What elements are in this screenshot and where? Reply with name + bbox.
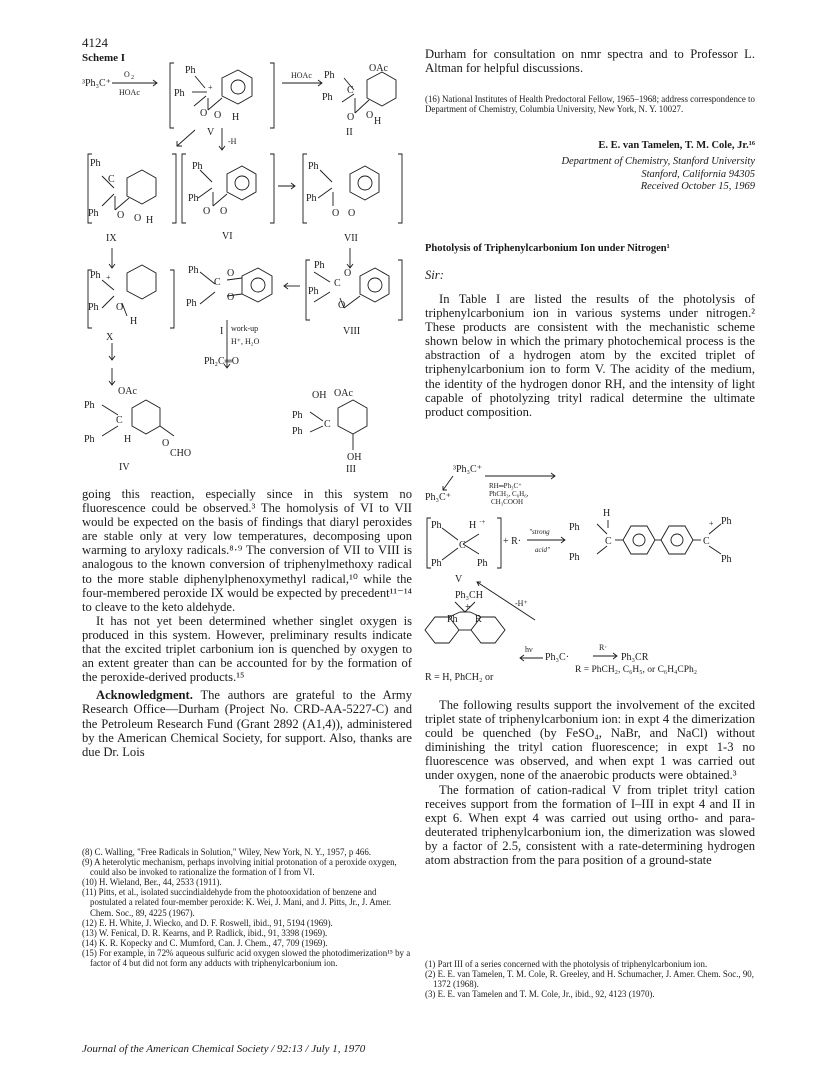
svg-text:H: H: [469, 520, 477, 531]
svg-text:O: O: [366, 110, 374, 121]
footnote-15: (15) For example, in 72% aqueous sulfuric acid oxygen slowed the photodimerization¹⁵ by a factor of 4 but did not form any adducts with triphenylcarbonium ion.: [82, 947, 411, 969]
right-paragraph-2: The following results support the involvement of the excited triplet state of triphenylcarbonium ion: in expt 4 the dimerization could be quenched (by FeSO₄, NaBr, and NaCl) without diminishing the trityl cation fluorescence; in expt 1-3 no fluorescence was observed, and when expt 1 was carried out under oxygen, none of the anaerobic products were obtained.³: [425, 698, 755, 783]
left-body: [82, 487, 412, 759]
left-paragraph-1: going this reaction, especially since in this system no fluorescence could be observed.³ The homolysis of VI to VII would be expected on the basis of findings that diaryl peroxides are stable only at very low temperatures, decomposing upon warming to aryloxy radicals.⁸·⁹ The conversion of VII to VIII is analogous to the known conversion of triphenylmethoxy radical to the more stable diphenylphenoxymethyl radical,¹⁰ while the four-membered peroxide IX would be expected by precedent¹¹⁻¹⁴ to cleave to the keto aldehyde.: [82, 487, 412, 614]
svg-text:H: H: [374, 116, 382, 127]
footnote-2: (2) E. E. van Tamelen, T. M. Cole, R. Greeley, and H. Schumacher, J. Amer. Chem. Soc., 90, 1372 (1968).: [425, 969, 754, 990]
svg-text:Ph: Ph: [292, 410, 303, 421]
svg-text:IV: IV: [119, 462, 130, 473]
svg-text:CH₃COOH: CH₃COOH: [491, 498, 523, 506]
svg-text:-H: -H: [228, 137, 237, 146]
svg-text:-H⁺: -H⁺: [515, 599, 528, 608]
svg-text:III: III: [346, 464, 356, 475]
affiliation: [425, 156, 755, 194]
svg-text:Ph: Ph: [308, 161, 319, 172]
svg-text:"strong: "strong: [529, 528, 550, 536]
svg-text:CHO: CHO: [170, 448, 192, 459]
authors: E. E. van Tamelen, T. M. Cole, Jr.¹⁶: [598, 140, 755, 151]
footnote-12: (12) E. H. White, J. Wiecko, and D. F. Roswell, ibid., 91, 5194 (1969).: [82, 917, 333, 928]
svg-text:Ph: Ph: [308, 286, 319, 297]
ack-head: Acknowledgment.: [96, 688, 193, 703]
svg-text:O: O: [347, 112, 355, 123]
svg-text:H⁺, H₂O: H⁺, H₂O: [231, 337, 260, 346]
svg-text:O: O: [117, 210, 125, 221]
svg-text:OAc: OAc: [369, 63, 388, 74]
svg-text:Ph₂C═O: Ph₂C═O: [204, 356, 240, 367]
svg-text:VII: VII: [344, 233, 358, 244]
svg-text:Ph: Ph: [477, 558, 488, 569]
svg-text:hν: hν: [525, 645, 533, 654]
svg-text:Ph: Ph: [322, 92, 333, 103]
svg-text:O: O: [220, 206, 228, 217]
svg-text:Ph₃C·: Ph₃C·: [545, 652, 570, 663]
footnote-11: (11) Pitts, et al., isolated succindialdehyde from the photooxidation of benzene and postulated a related four-member peroxide: K. Wei, J. Mani, and J. Pitts, Jr., J. Amer. Chem. Soc., 89, 4225 (1967).: [82, 887, 392, 918]
svg-text:+ R·: + R·: [503, 536, 522, 547]
svg-text:HOAc: HOAc: [291, 71, 312, 80]
svg-text:V: V: [455, 574, 463, 585]
svg-text:Ph: Ph: [324, 70, 335, 81]
svg-text:H: H: [124, 434, 132, 445]
svg-text:O: O: [203, 206, 211, 217]
scheme-2-r-definition: R = H, PhCH₂ or: [425, 672, 494, 683]
footnote-14: (14) K. R. Kopecky and C. Mumford, Can. J. Chem., 47, 709 (1969).: [82, 937, 328, 948]
page-number: 4124: [82, 35, 108, 50]
svg-text:Ph: Ph: [84, 434, 95, 445]
footnote-13: (13) W. Fenical, D. R. Kearns, and P. Radlick, ibid., 91, 3398 (1969).: [82, 927, 328, 938]
svg-text:Ph: Ph: [306, 193, 317, 204]
svg-text:C: C: [108, 174, 115, 185]
svg-text:2: 2: [131, 75, 134, 81]
svg-text:Ph: Ph: [84, 400, 95, 411]
svg-text:HOAc: HOAc: [119, 88, 140, 97]
svg-text:Ph: Ph: [90, 158, 101, 169]
svg-text:Ph: Ph: [186, 298, 197, 309]
svg-text:³Ph₃C⁺: ³Ph₃C⁺: [453, 464, 482, 475]
footnote-1: (1) Part III of a series concerned with the photolysis of triphenylcarbonium ion.: [425, 959, 708, 969]
svg-text:O: O: [338, 300, 346, 311]
svg-text:VIII: VIII: [343, 326, 361, 337]
svg-text:O: O: [116, 302, 124, 313]
svg-text:OAc: OAc: [118, 386, 137, 397]
salutation: Sir:: [425, 268, 444, 282]
svg-text:H: H: [146, 215, 154, 226]
svg-text:Ph: Ph: [569, 522, 580, 533]
svg-text:Ph₃CH: Ph₃CH: [455, 590, 483, 601]
svg-text:O: O: [124, 70, 130, 79]
right-paragraph-3: The formation of cation-radical V from triplet trityl cation receives support from the formation of I–III in expt 4 and II in expt 6. When expt 4 was carried out using ortho- and para-deuterated triphenylcarbonium ion, the dimerization was slowed by a factor of 2.5, consistent with a rate-determining hydrogen atom abstraction from the para position of a ground-state: [425, 782, 755, 868]
svg-text:O: O: [344, 268, 352, 279]
svg-text:Ph: Ph: [188, 265, 199, 276]
scheme-label: Scheme I: [82, 52, 126, 64]
footnote-10: (10) H. Wieland, Ber., 44, 2533 (1911).: [82, 877, 222, 888]
footnote-9: (9) A heterolytic mechanism, perhaps involving initial protonation of a peroxide oxygen, could also be invoked to rationalize the formation of I from VI.: [82, 857, 397, 878]
svg-text:O: O: [214, 110, 222, 121]
svg-text:C: C: [459, 540, 466, 551]
svg-text:O: O: [200, 108, 208, 119]
svg-text:Ph: Ph: [292, 426, 303, 437]
footnote-3: (3) E. E. van Tamelen and T. M. Cole, Jr., ibid., 92, 4123 (1970).: [425, 989, 655, 1000]
svg-text:C: C: [703, 536, 710, 547]
svg-text:O: O: [162, 438, 170, 449]
scheme-2-diagram: [425, 462, 760, 675]
svg-text:Ph: Ph: [431, 520, 442, 531]
svg-text:Ph: Ph: [88, 302, 99, 313]
svg-text:Ph: Ph: [90, 270, 101, 281]
affiliation-line-1: Department of Chemistry, Stanford University: [561, 156, 755, 167]
svg-text:H: H: [603, 508, 611, 519]
svg-text:O: O: [227, 292, 235, 303]
journal-footer: Journal of the American Chemical Society / 92:13 / July 1, 1970: [82, 1043, 366, 1055]
svg-text:R = PhCH₂, C₆H₅, or C₆H₄CPh₂: R = PhCH₂, C₆H₅, or C₆H₄CPh₂: [575, 665, 698, 675]
svg-text:O: O: [227, 268, 235, 279]
svg-text:Ph: Ph: [174, 88, 185, 99]
left-paragraph-2: It has not yet been determined whether singlet oxygen is produced in this system. However, preliminary results indicate that the excited triplet carbonium ion is quenched by oxygen to an extent greater than can be accounted for by the formation of the peroxide-derived products.¹⁵: [82, 613, 412, 685]
svg-text:O: O: [332, 208, 340, 219]
svg-text:·+: ·+: [479, 518, 486, 526]
svg-text:C: C: [347, 85, 354, 96]
svg-text:OH: OH: [312, 390, 327, 401]
svg-text:Ph: Ph: [88, 208, 99, 219]
svg-text:O: O: [348, 208, 356, 219]
right-top-text: Durham for consultation on nmr spectra and to Professor L. Altman for helpful discussions.: [425, 47, 755, 76]
affiliation-line-2: Stanford, California 94305: [641, 168, 755, 180]
svg-text:O: O: [134, 213, 142, 224]
acknowledgment: [82, 688, 412, 758]
svg-text:Ph: Ph: [185, 65, 196, 76]
svg-text:Ph: Ph: [721, 516, 732, 527]
svg-text:acid": acid": [535, 546, 550, 554]
right-para-1-text: In Table I are listed the results of the photolysis of triphenylcarbonium ion in various systems under nitrogen.² These products are consistent with the mechanistic scheme shown below in which the primary photochemical process is the abstraction of a hydrogen atom by the excited triplet of triphenylcarbonium ion to form V. The acidity of the medium, the identity of the hydrogen donor RH, and the intensity of light capable of photolyzing trityl radical determine the ultimate product composition.: [425, 292, 755, 419]
svg-text:Ph: Ph: [447, 614, 458, 625]
svg-text:+: +: [106, 273, 111, 282]
svg-text:VI: VI: [222, 231, 233, 242]
svg-text:Ph₃CR: Ph₃CR: [621, 652, 649, 663]
svg-text:Ph: Ph: [192, 161, 203, 172]
svg-text:R: R: [475, 614, 482, 625]
svg-text:Ph: Ph: [569, 552, 580, 563]
svg-text:C: C: [605, 536, 612, 547]
svg-text:+: +: [465, 602, 471, 613]
svg-text:R·: R·: [599, 643, 607, 652]
received-date: Received October 15, 1969: [640, 181, 755, 192]
svg-text:II: II: [346, 127, 353, 138]
svg-text:X: X: [106, 332, 114, 343]
svg-text:H: H: [130, 316, 138, 327]
svg-text:I: I: [220, 326, 224, 337]
svg-text:OH: OH: [347, 452, 362, 463]
svg-text:C: C: [116, 415, 123, 426]
svg-text:H: H: [232, 112, 240, 123]
left-footnotes: [82, 847, 412, 968]
footnote-8: (8) C. Walling, "Free Radicals in Solution," Wiley, New York, N. Y., 1957, p 466.: [82, 847, 372, 857]
svg-text:work-up: work-up: [231, 324, 259, 333]
svg-text:Ph: Ph: [188, 193, 199, 204]
svg-text:Ph₃C⁺: Ph₃C⁺: [425, 492, 451, 503]
svg-text:C: C: [214, 277, 221, 288]
svg-text:IX: IX: [106, 233, 117, 244]
svg-text:Ph: Ph: [314, 260, 325, 271]
svg-text:³Ph₃C⁺: ³Ph₃C⁺: [82, 78, 111, 89]
svg-text:V: V: [207, 127, 215, 138]
svg-text:+: +: [208, 83, 213, 92]
svg-text:C: C: [334, 278, 341, 289]
right-footnotes: [425, 959, 755, 999]
scheme-1-diagram: [82, 58, 417, 483]
svg-text:Ph: Ph: [431, 558, 442, 569]
article-title: Photolysis of Triphenylcarbonium Ion under Nitrogen¹: [425, 243, 670, 254]
ack-text: The authors are grateful to the Army Research Office—Durham (Project No. CRD-AA-5227-C) and the Petroleum Research Fund (Grant 2892 (A1,4)), administered by the American Chemical Society, for support. Also, thanks are due Dr. Lois: [82, 688, 412, 759]
svg-text:C: C: [324, 419, 331, 430]
svg-text:+: +: [709, 519, 714, 528]
svg-text:Ph: Ph: [721, 554, 732, 565]
svg-text:RH═Ph₃C⁺: RH═Ph₃C⁺: [489, 482, 522, 490]
svg-text:PhCH₃, C₆H₆,: PhCH₃, C₆H₆,: [489, 490, 529, 498]
footnote-16: (16) National Institutes of Health Predoctoral Fellow, 1965–1968; address correspondence to Department of Chemistry, Columbia University, New York, N. Y. 10027.: [425, 94, 755, 115]
right-body: [425, 698, 755, 867]
svg-text:OAc: OAc: [334, 388, 353, 399]
right-paragraph-1: [425, 292, 755, 419]
